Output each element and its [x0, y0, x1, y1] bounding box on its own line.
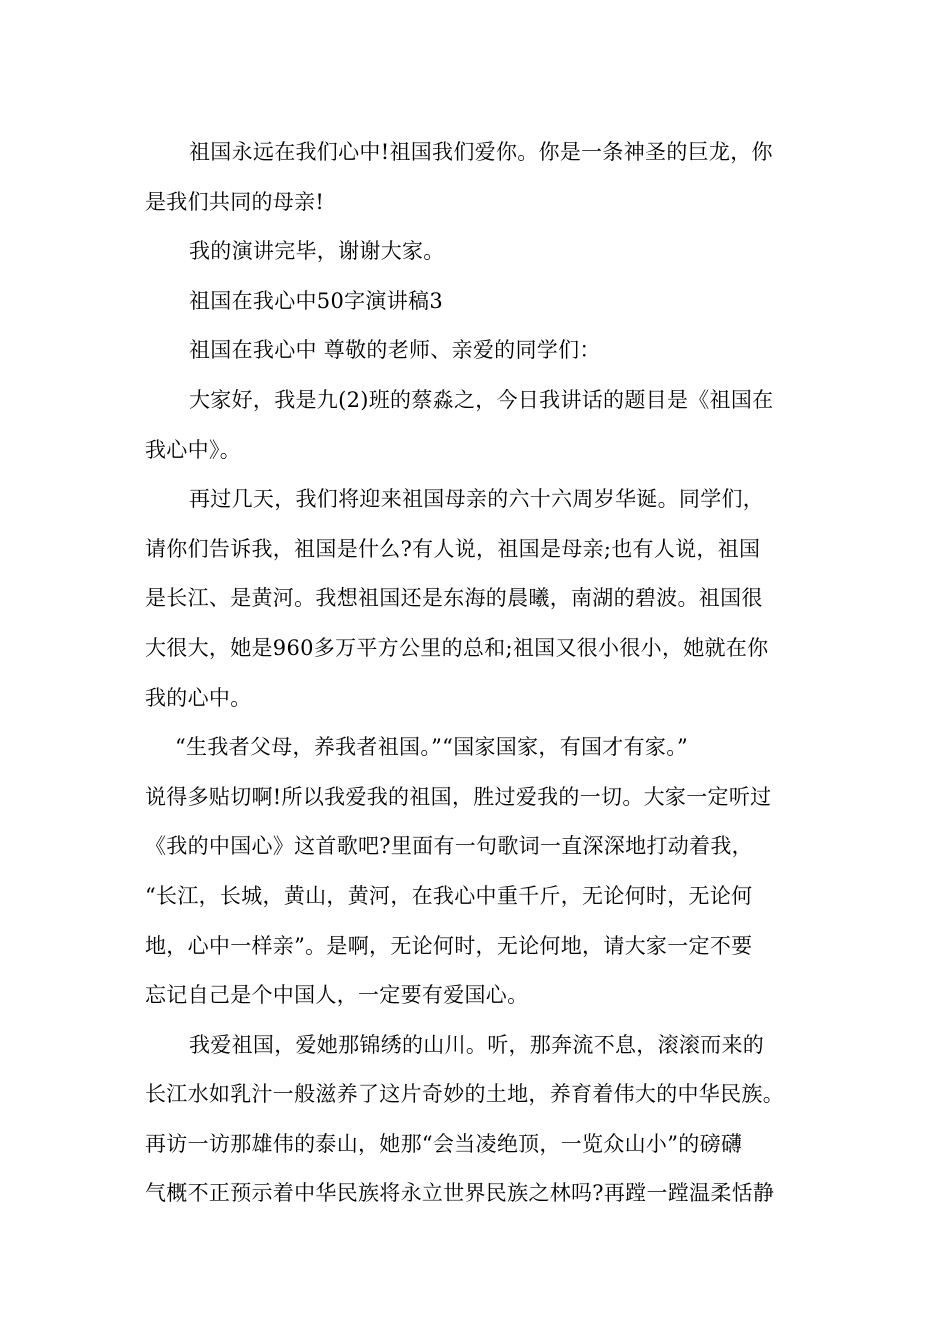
document-body	[145, 128, 815, 1219]
paragraph-speech-end	[145, 227, 815, 277]
text-line: 我爱祖国，爱她那锦绣的山川。听，那奔流不息，滚滚而来的	[189, 1032, 765, 1057]
text-line: 长江水如乳汁一般滋养了这片奇妙的土地，养育着伟大的中华民族。	[145, 1082, 784, 1107]
text-line: 我心中》。	[145, 437, 241, 462]
text-line: 再过几天，我们将迎来祖国母亲的六十六周岁华诞。同学们，	[189, 487, 765, 512]
text-line: 是我们共同的母亲!	[145, 189, 325, 214]
paragraph-love-mountains-rivers	[145, 1021, 815, 1219]
section-heading	[145, 277, 815, 327]
text-line: 说得多贴切啊!所以我爱我的祖国，胜过爱我的一切。大家一定听过	[145, 784, 772, 809]
text-line: 忘记自己是个中国人，一定要有爱国心。	[145, 983, 529, 1008]
text-line: 地，心中一样亲”。是啊，无论何时，无论何地，请大家一定不要	[145, 933, 753, 958]
paragraph-introduction	[145, 376, 815, 475]
paragraph-greeting	[145, 326, 815, 376]
paragraph-chinese-heart	[145, 723, 815, 1021]
text-line: 我的心中。	[145, 685, 252, 710]
text-line: 请你们告诉我，祖国是什么?有人说，祖国是母亲;也有人说，祖国	[145, 536, 761, 561]
text-line: “长江，长城，黄山，黄河，在我心中重千斤，无论何时，无论何	[145, 883, 753, 908]
paragraph-what-is-motherland	[145, 475, 815, 723]
text-line: 大家好，我是九(2)班的蔡淼之，今日我讲话的题目是《祖国在	[189, 387, 774, 412]
text-line: 《我的中国心》这首歌吧?里面有一句歌词一直深深地打动着我，	[145, 834, 753, 859]
text-line: 祖国在我心中 尊敬的老师、亲爱的同学们：	[189, 338, 601, 363]
text-line: 祖国在我心中50字演讲稿3	[189, 288, 443, 313]
text-line: 大很大，她是960多万平方公里的总和;祖国又很小很小，她就在你	[145, 635, 769, 660]
paragraph-closing-praise	[145, 128, 815, 227]
text-line: 气概不正预示着中华民族将永立世界民族之林吗?再蹚一蹚温柔恬静	[145, 1181, 775, 1206]
text-line: 是长江、是黄河。我想祖国还是东海的晨曦，南湖的碧波。祖国很	[145, 586, 763, 611]
text-line: 再访一访那雄伟的泰山，她那“会当凌绝顶，一览众山小”的磅礴	[145, 1131, 743, 1156]
text-line: “生我者父母，养我者祖国。”“国家国家，有国才有家。”	[175, 735, 689, 760]
text-line: 我的演讲完毕，谢谢大家。	[189, 239, 445, 264]
text-line: 祖国永远在我们心中!祖国我们爱你。你是一条神圣的巨龙，你	[189, 140, 773, 164]
